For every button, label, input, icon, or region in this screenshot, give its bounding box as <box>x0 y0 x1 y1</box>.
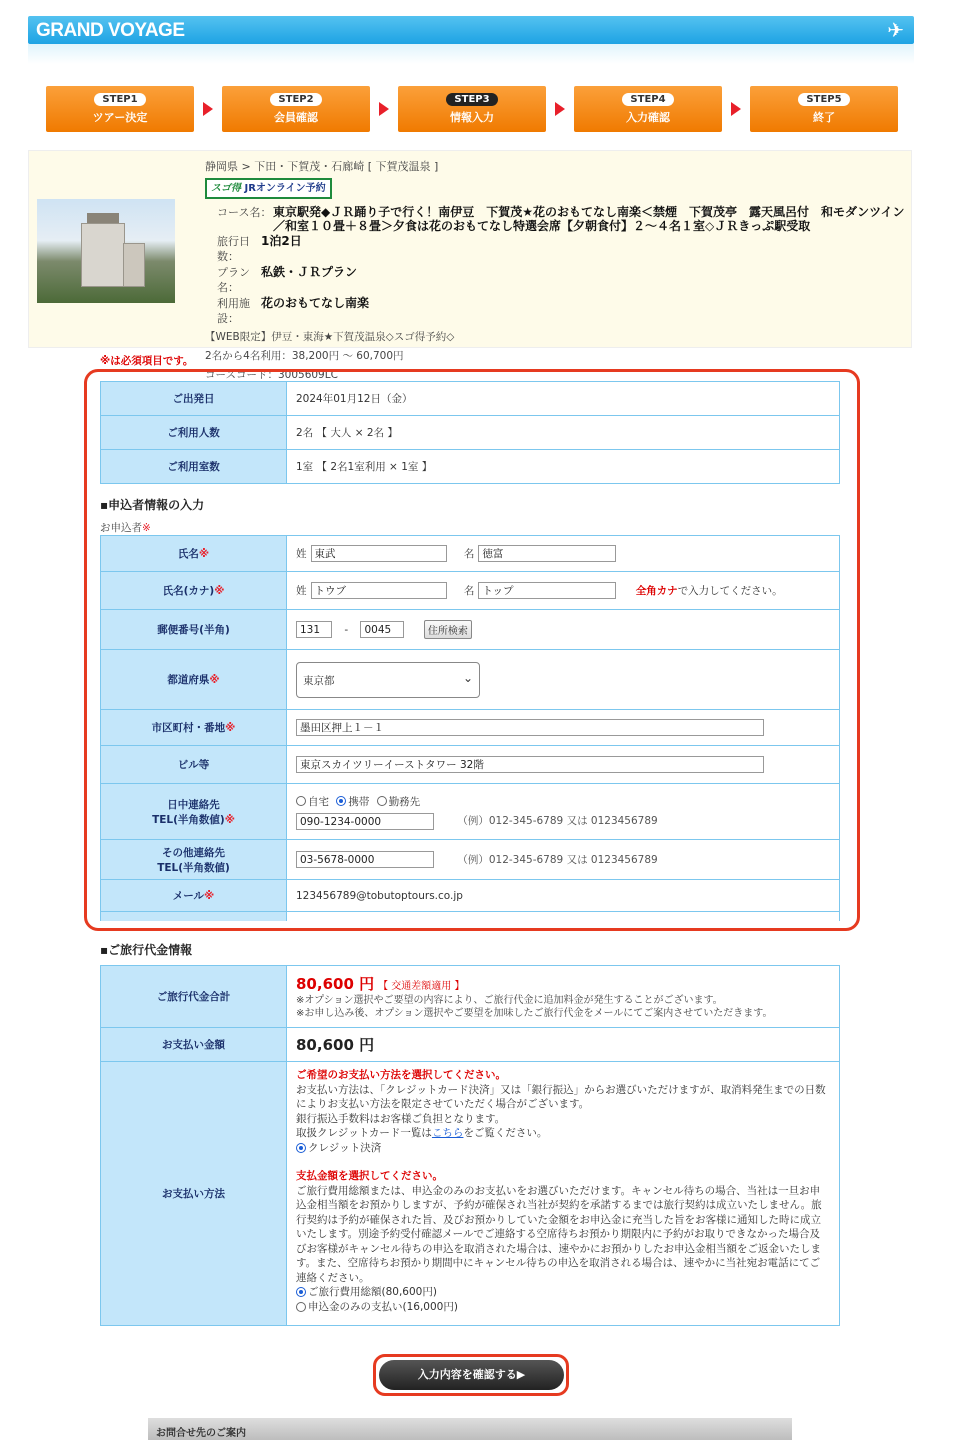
sei-kana-label: 姓 <box>296 585 307 597</box>
total-price: 80,600 円 <box>296 975 375 993</box>
sei-kana-input[interactable]: トウブ <box>311 582 447 599</box>
method-text-1: お支払い方法は、「クレジットカード決済」又は「銀行振込」からお選びいただけますが、取消料発生までの日数によりお支払い方法を限定させていただく場合がございます。 <box>296 1083 826 1110</box>
payment-section-title: ▪ご旅行代金情報 <box>100 943 193 957</box>
kana-note: 全角カナで入力してください。 <box>635 584 783 597</box>
day-tel-label: 日中連絡先 TEL(半角数値)※ <box>101 784 287 840</box>
step-number: STEP2 <box>270 93 321 106</box>
zip-separator: - <box>344 623 349 636</box>
facility-label: 利用施設： <box>217 297 250 325</box>
table-spacer <box>101 912 287 921</box>
total-note-2: ※お申し込み後、オプション選択やご要望を加味したご旅行代金をメールにてご案内させていただきます。 <box>296 1008 773 1019</box>
method-text-2: 銀行振込手数料はお客様ご負担となります。 <box>296 1112 506 1125</box>
full-payment-radio[interactable] <box>296 1287 306 1297</box>
address-search-button[interactable]: 住所検索 <box>424 620 472 639</box>
kana-label: 氏名(カナ)※ <box>101 572 287 610</box>
total-label: ご旅行代金合計 <box>101 966 287 1028</box>
step-label: 終了 <box>813 111 835 124</box>
zip2-input[interactable]: 0045 <box>360 621 404 638</box>
other-tel-label: その他連絡先 TEL(半角数値) <box>101 840 287 880</box>
credit-radio[interactable] <box>296 1143 306 1153</box>
mei-kana-label: 名 <box>463 585 475 597</box>
web-note: 【WEB限定】伊豆・東海★下賀茂温泉◇スゴ得予約◇ <box>205 331 455 343</box>
credit-label: クレジット決済 <box>308 1141 382 1154</box>
step-progress <box>46 86 898 132</box>
method-label: お支払い方法 <box>101 1062 287 1326</box>
name-label: 氏名※ <box>101 536 287 572</box>
step-arrow-icon <box>379 102 389 116</box>
city-label: 市区町村・番地※ <box>101 710 287 746</box>
hotel-photo <box>37 199 175 303</box>
reservation-summary-table <box>100 381 840 484</box>
prefecture-value: 東京都 <box>303 674 335 687</box>
step-3 <box>398 86 546 132</box>
tel-mobile-label: 携帯 <box>348 795 370 808</box>
step-1 <box>46 86 194 132</box>
contact-footer-title: お問合せ先のご案内 <box>156 1428 246 1439</box>
method-text-3: 取扱クレジットカード一覧はこちらをご覧ください。 <box>296 1127 548 1139</box>
applicant-subtitle: お申込者※ <box>100 522 151 534</box>
days-value: 1泊2日 <box>261 234 302 248</box>
total-note-1: ※オプション選択やご要望の内容により、ご旅行代金に追加料金が発生することがございます。 <box>296 995 723 1006</box>
step-number: STEP1 <box>94 93 145 106</box>
facility-value: 花のおもてなし南楽 <box>261 296 370 310</box>
sei-label: 姓 <box>296 548 307 560</box>
area-breadcrumb: 静岡県 > 下田・下賀茂・石廊崎 [ 下賀茂温泉 ] <box>205 160 439 173</box>
departure-label: ご出発日 <box>101 382 287 416</box>
email-label: メール※ <box>101 880 287 912</box>
step-arrow-icon <box>555 102 565 116</box>
course-code: コースコード：3005609LC <box>205 369 338 381</box>
step-label: ツアー決定 <box>92 111 148 124</box>
total-tag: 【 交通差額適用 】 <box>378 981 465 992</box>
step-number: STEP4 <box>622 93 673 106</box>
method-heading: ご希望のお支払い方法を選択してください。 <box>296 1069 506 1081</box>
tel-example: （例）012-345-6789 又は 0123456789 <box>457 815 658 827</box>
days-label: 旅行日数： <box>217 235 250 263</box>
rooms-label: ご利用室数 <box>101 450 287 484</box>
email-value[interactable]: 123456789@tobutoptours.co.jp <box>287 880 840 912</box>
tel-mobile-radio[interactable] <box>336 796 346 806</box>
rooms-value: 1室 【 2名1室利用 × 1室 】 <box>287 450 840 484</box>
required-note: ※は必須項目です。 <box>100 355 194 367</box>
tel-example: （例）012-345-6789 又は 0123456789 <box>457 853 658 866</box>
jr-online-badge <box>205 178 332 199</box>
city-input[interactable]: 墨田区押上１－１ <box>296 719 764 736</box>
mei-input[interactable]: 徳富 <box>478 545 616 562</box>
step-label: 情報入力 <box>450 111 494 124</box>
other-tel-input[interactable]: 03-5678-0000 <box>296 851 434 868</box>
course-name: 東京駅発◆ＪＲ踊り子で行く！南伊豆 下賀茂★花のおもてなし南楽＜禁煙 下賀茂亭 露天風呂付 和モダンツイン／和室１０畳＋８畳＞夕食は花のおもてなし特選会席【夕朝食付】２～４名１室◇ＪＲきっぷ駅受取 <box>273 205 905 233</box>
pref-label: 都道府県※ <box>101 650 287 710</box>
tel-work-radio[interactable] <box>377 796 387 806</box>
deposit-radio[interactable] <box>296 1302 306 1312</box>
plan-label: プラン名： <box>217 266 250 294</box>
deposit-label: 申込金のみの支払い(16,000円) <box>308 1300 458 1313</box>
day-tel-input[interactable]: 090-1234-0000 <box>296 813 434 830</box>
badge-sugo: スゴ得 <box>211 183 241 194</box>
zip1-input[interactable]: 131 <box>296 621 332 638</box>
sei-input[interactable]: 東武 <box>311 545 447 562</box>
price-range: 2名から4名利用：38,200円 ～ 60,700円 <box>205 350 404 362</box>
departure-value: 2024年01月12日（金） <box>287 382 840 416</box>
course-label: コース名： <box>217 206 272 219</box>
building-input[interactable]: 東京スカイツリーイーストタワー 32階 <box>296 756 764 773</box>
full-payment-label: ご旅行費用総額(80,600円) <box>308 1286 437 1298</box>
site-title: GRAND VOYAGE <box>36 20 185 41</box>
amount-heading: 支払金額を選択してください。 <box>296 1170 443 1182</box>
amount-value: 80,600 円 <box>296 1036 375 1054</box>
payment-table <box>100 965 840 1326</box>
building-label: ビル等 <box>101 746 287 784</box>
tel-work-label: 勤務先 <box>388 795 421 808</box>
step-5 <box>750 86 898 132</box>
step-4 <box>574 86 722 132</box>
badge-text: JRオンライン予約 <box>244 183 326 194</box>
tel-home-radio[interactable] <box>296 796 306 806</box>
credit-card-list-link[interactable]: こちら <box>431 1127 464 1139</box>
persons-value: 2名 【 大人 × 2名 】 <box>287 416 840 450</box>
mei-label: 名 <box>463 548 475 560</box>
amount-text: ご旅行費用総額または、申込金のみのお支払いをお選びいただけます。キャンセル待ちの場合、当社は一旦お申込金相当額をお預かりしますが、予約が確保され当社が契約を承諾するまでは旅行契約は成立いたしません。旅行契約は予約が確保された旨、及びお預かりしていた金額をお申込金に充当した旨をお客様に通知した時に成立いたします。別途予約受付確認メールでご連絡する空席待ちお預かり期限内に予約がお取りできなかった場合及びお客様がキャンセル待ちの申込を取消された場合は、速やかにお預かりしたお申込金相当額をご返金いたします。また、空席待ちお預かり期間中にキャンセル待ちの申込を取消される場合は、速やかに当社宛お電話にてご連絡ください。 <box>296 1184 822 1284</box>
prefecture-select[interactable] <box>296 662 480 698</box>
table-spacer-cell <box>287 912 840 921</box>
step-arrow-icon <box>203 102 213 116</box>
tel-home-label: 自宅 <box>308 795 329 808</box>
step-label: 会員確認 <box>274 111 318 124</box>
mei-kana-input[interactable]: トップ <box>478 582 616 599</box>
amount-label: お支払い金額 <box>101 1028 287 1062</box>
step-label: 入力確認 <box>626 111 670 124</box>
site-banner <box>28 16 914 44</box>
plan-value: 私鉄・ＪＲプラン <box>261 265 358 279</box>
chevron-down-icon: ⌄ <box>462 670 473 685</box>
contact-footer <box>148 1418 792 1440</box>
applicant-form-table <box>100 535 840 921</box>
step-arrow-icon <box>731 102 741 116</box>
step-2 <box>222 86 370 132</box>
confirm-input-button[interactable]: 入力内容を確認する▶ <box>379 1360 564 1390</box>
persons-label: ご利用人数 <box>101 416 287 450</box>
applicant-section-title: ▪申込者情報の入力 <box>100 498 205 512</box>
step-number: STEP5 <box>798 93 849 106</box>
banner-reflection <box>28 44 914 64</box>
step-number: STEP3 <box>446 93 497 106</box>
plane-icon: ✈ <box>887 18 904 42</box>
zip-label: 郵便番号(半角) <box>101 610 287 650</box>
